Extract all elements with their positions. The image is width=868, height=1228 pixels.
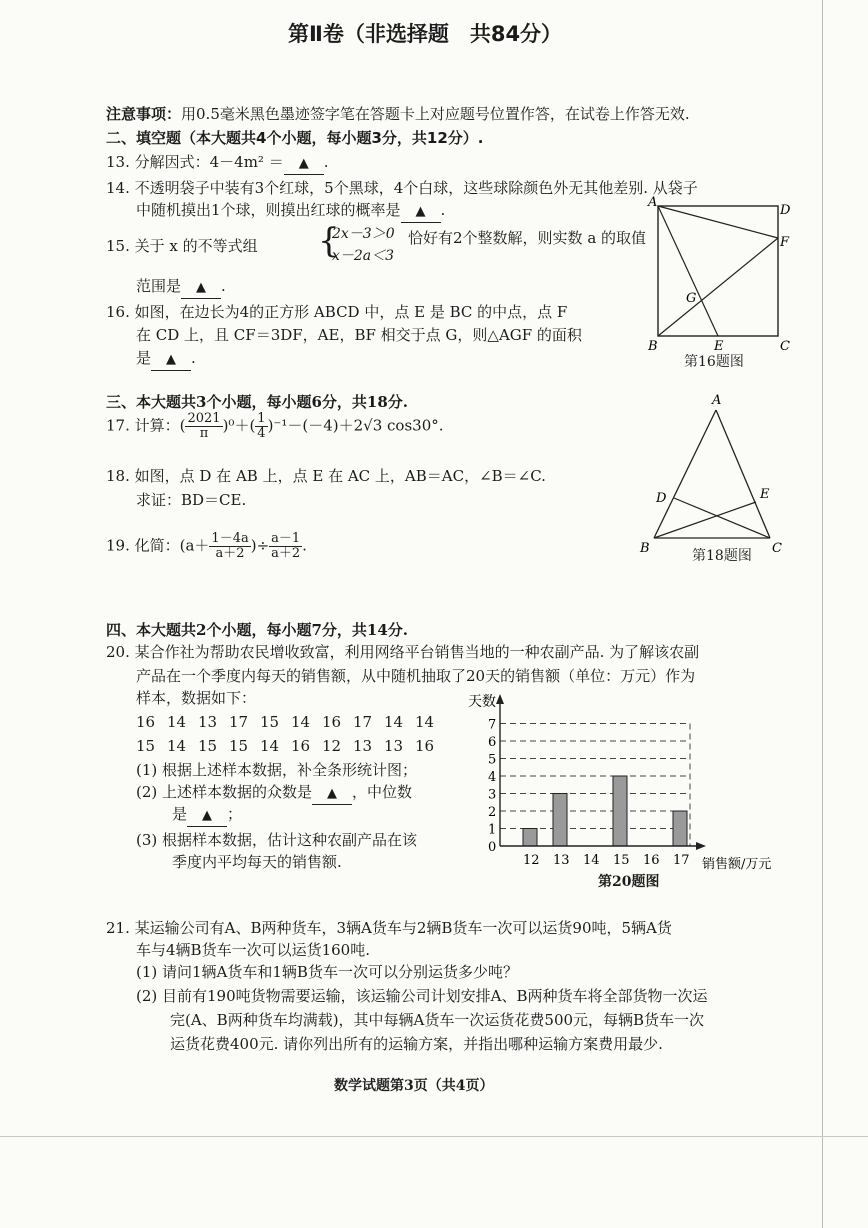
- q20-part3-line2: 季度内平均每天的销售额.: [172, 853, 342, 871]
- question-21-line2: 车与4辆B货车一次可以运货160吨.: [136, 941, 370, 959]
- figure-20-chart: [462, 688, 792, 888]
- q15-suffix: 恰好有2个整数解，则实数 a 的取值: [408, 229, 647, 247]
- question-17: [106, 412, 444, 441]
- chart-bar-12: [523, 829, 537, 847]
- question-14-line1: 14. 不透明袋子中装有3个红球，5个黑球，4个白球，这些球除颜色外无其他差别. 从袋子: [106, 179, 698, 197]
- chart-x-arrow: [696, 842, 706, 850]
- q20-part2: [136, 782, 412, 805]
- q19-mid: )÷: [250, 536, 270, 555]
- question-14-line2: [136, 200, 445, 223]
- q20-median-blank: ▲: [187, 806, 227, 827]
- q13-end: .: [323, 153, 329, 171]
- q20-mode-blank: ▲: [312, 784, 352, 805]
- q20-data-cell: 14: [260, 737, 280, 755]
- q15-ineq2: x－2a＜3: [332, 248, 395, 264]
- q19-frac2-den: a＋2: [271, 546, 301, 561]
- fig18-label-D: D: [656, 491, 667, 506]
- q20-data-cell: 14: [384, 713, 404, 731]
- question-19: [106, 532, 307, 561]
- q20-part3-line1: (3) 根据样本数据，估计这种农副产品在该: [136, 831, 418, 849]
- q15-blank: ▲: [181, 278, 221, 299]
- chart-xtick-label: 16: [643, 853, 660, 868]
- q13-text: 13. 分解因式：4－4m² ＝: [106, 153, 284, 171]
- q21-part2-line3: 运货花费400元. 请你列出所有的运输方案，并指出哪种运输方案费用最少.: [170, 1035, 663, 1053]
- q20-data-row1: [136, 712, 446, 732]
- q20-data-cell: 15: [260, 713, 280, 731]
- q17-frac1-num: 2021: [187, 411, 221, 426]
- q19-prefix: 19. 化简：(a＋: [106, 536, 210, 555]
- fig18-label-E: E: [760, 487, 770, 502]
- fig16-label-A: A: [648, 195, 658, 210]
- fig16-line-AE: [658, 206, 718, 336]
- figure-16: [640, 192, 790, 372]
- question-16-line1: 16. 如图，在边长为4的正方形 ABCD 中，点 E 是 BC 的中点，点 F: [106, 303, 568, 321]
- section2-heading: 二、填空题（本大题共4个小题，每小题3分，共12分）.: [106, 129, 484, 147]
- chart-ytick-label: 5: [488, 752, 497, 768]
- q17-prefix: 17. 计算：(: [106, 416, 186, 435]
- question-20-line3: 样本，数据如下：: [136, 689, 257, 707]
- q15-line2: 范围是: [136, 277, 182, 295]
- chart-ytick-label: 7: [488, 717, 497, 733]
- figure-18: [636, 390, 786, 570]
- q20-data-cell: 16: [322, 713, 342, 731]
- q14-blank: ▲: [401, 202, 441, 223]
- q14-end: .: [440, 201, 446, 219]
- q20-data-cell: 15: [198, 737, 218, 755]
- q17-rest: )⁻¹－(－4)＋2√3 cos30°.: [267, 416, 444, 435]
- notice: [106, 104, 690, 124]
- q20-p2-median: ，中位数: [352, 783, 413, 801]
- question-15-line2: [136, 276, 226, 299]
- question-21-line1: 21. 某运输公司有A、B两种货车，3辆A货车与2辆B货车一次可以运货90吨，5辆A货: [106, 919, 672, 937]
- q20-data-cell: 13: [384, 737, 404, 755]
- notice-text: 用0.5毫米黑色墨迹签字笔在答题卡上对应题号位置作答，在试卷上作答无效.: [181, 105, 690, 123]
- chart-xtick-label: 13: [553, 853, 570, 868]
- q20-data-cell: 16: [291, 737, 311, 755]
- fig16-caption: 第16题图: [684, 354, 744, 370]
- q17-frac1-den: π: [199, 426, 209, 441]
- fig16-line-BF: [658, 238, 778, 336]
- page-edge-line: [822, 0, 823, 1228]
- chart-xlabel: 销售额/万元: [702, 857, 772, 872]
- fig16-square: [658, 206, 778, 336]
- fig16-label-C: C: [780, 339, 790, 354]
- question-20-line1: 20. 某合作社为帮助农民增收致富，利用网络平台销售当地的一种农副产品. 为了解该农副: [106, 643, 700, 661]
- question-16-line2: 在 CD 上，且 CF＝3DF，AE，BF 相交于点 G，则△AGF 的面积: [136, 326, 582, 344]
- q20-data-cell: 14: [167, 713, 187, 731]
- question-15: [106, 236, 258, 256]
- chart-ytick-label: 0: [488, 840, 497, 855]
- q17-mid: )⁰＋(: [222, 416, 256, 435]
- chart-ytick-label: 3: [488, 787, 497, 803]
- q20-p2c: 是: [172, 805, 188, 823]
- q21-part1: (1) 请问1辆A货车和1辆B货车一次可以分别运货多少吨？: [136, 963, 518, 981]
- q20-data-cell: 14: [291, 713, 311, 731]
- q17-frac1: [185, 412, 222, 441]
- q14-text: 中随机摸出1个球，则摸出红球的概率是: [136, 201, 401, 219]
- chart-xticks: [523, 853, 690, 868]
- q21-part2-line1: (2) 目前有190吨货物需要运输，该运输公司计划安排A、B两种货车将全部货物一次运: [136, 987, 708, 1005]
- chart-ylabel: 天数: [468, 694, 496, 710]
- q17-frac2: [255, 412, 267, 441]
- q20-data-cell: 16: [415, 737, 435, 755]
- q20-data-cell: 14: [167, 737, 187, 755]
- question-20-line2: 产品在一个季度内每天的销售额，从中随机抽取了20天的销售额（单位：万元）作为: [136, 667, 696, 685]
- question-18-line1: 18. 如图，点 D 在 AB 上，点 E 在 AC 上，AB＝AC，∠B＝∠C.: [106, 467, 546, 485]
- q16-blank: ▲: [151, 350, 191, 371]
- chart-xtick-label: 17: [673, 853, 690, 868]
- q20-data-cell: 15: [136, 737, 156, 755]
- q20-part2-line2: [172, 804, 242, 827]
- q13-blank: ▲: [284, 154, 324, 175]
- chart-bar-13: [553, 794, 567, 847]
- question-13: [106, 152, 329, 175]
- fig18-label-C: C: [772, 541, 782, 556]
- chart-ytick-label: 6: [488, 735, 497, 750]
- fig18-label-B: B: [640, 541, 650, 556]
- fig16-label-E: E: [714, 339, 724, 354]
- chart-y-arrow: [496, 694, 504, 704]
- chart-ytick-label: 1: [488, 822, 497, 838]
- chart-bar-17: [673, 811, 687, 846]
- scan-edge-line: [0, 1136, 868, 1137]
- page-footer: 数学试题第3页（共4页）: [334, 1078, 494, 1094]
- page-title: 第Ⅱ卷（非选择题 共84分）: [288, 22, 563, 46]
- fig18-label-A: A: [712, 393, 722, 408]
- chart-ytick-label: 4: [488, 770, 497, 785]
- chart-xtick-label: 12: [523, 853, 540, 868]
- fig20-caption: 第20题图: [598, 874, 660, 890]
- fig16-label-B: B: [648, 339, 658, 354]
- question-18-line2: 求证：BD＝CE.: [136, 491, 247, 509]
- q20-data-row2: [136, 736, 446, 756]
- q21-part2-line2: 完(A、B两种货车均满载)，其中每辆A货车一次运货花费500元，每辆B货车一次: [170, 1011, 705, 1029]
- q19-frac1-den: a＋2: [215, 546, 245, 561]
- question-16-line3: [136, 348, 196, 371]
- fig16-label-F: F: [780, 235, 790, 250]
- q15-ineq1: 2x－3＞0: [332, 226, 395, 242]
- q19-end: .: [302, 536, 307, 555]
- chart-ytick-label: 2: [488, 805, 497, 820]
- q19-frac1: [209, 532, 250, 561]
- q19-frac1-num: 1－4a: [211, 531, 249, 546]
- q20-data-cell: 16: [136, 713, 156, 731]
- q15-end: .: [221, 277, 226, 295]
- q17-frac2-den: 4: [257, 426, 266, 441]
- fig16-line-AF: [658, 206, 778, 238]
- q20-data-cell: 17: [229, 713, 249, 731]
- q16-text: 是: [136, 349, 152, 367]
- section4-heading: 四、本大题共2个小题，每小题7分，共14分.: [106, 621, 408, 639]
- q19-frac2: [269, 532, 302, 561]
- fig18-caption: 第18题图: [692, 548, 752, 564]
- chart-xtick-label: 14: [583, 853, 600, 868]
- fig16-label-D: D: [780, 203, 790, 218]
- q20-data-cell: 12: [322, 737, 342, 755]
- chart-yticks: [488, 718, 496, 856]
- q20-p2d: ；: [227, 805, 243, 823]
- q17-frac2-num: 1: [257, 411, 266, 426]
- notice-label: 注意事项：: [106, 105, 182, 123]
- q20-p2-text: (2) 上述样本数据的众数是: [136, 783, 313, 801]
- q20-data-cell: 13: [198, 713, 218, 731]
- section3-heading: 三、本大题共3个小题，每小题6分，共18分.: [106, 393, 408, 411]
- q20-part1: (1) 根据上述样本数据，补全条形统计图；: [136, 761, 418, 779]
- q15-brace: {: [318, 221, 340, 261]
- q16-end: .: [191, 349, 196, 367]
- q20-data-cell: 13: [353, 737, 373, 755]
- fig16-label-G: G: [686, 291, 697, 306]
- q19-frac2-num: a－1: [271, 531, 301, 546]
- q15-prefix: 15. 关于 x 的不等式组: [106, 237, 258, 255]
- q20-data-cell: 17: [353, 713, 373, 731]
- chart-grid: [500, 724, 690, 847]
- q20-data-cell: 15: [229, 737, 249, 755]
- q20-data-cell: 14: [415, 713, 435, 731]
- chart-xtick-label: 15: [613, 853, 630, 868]
- chart-bar-15: [613, 776, 627, 846]
